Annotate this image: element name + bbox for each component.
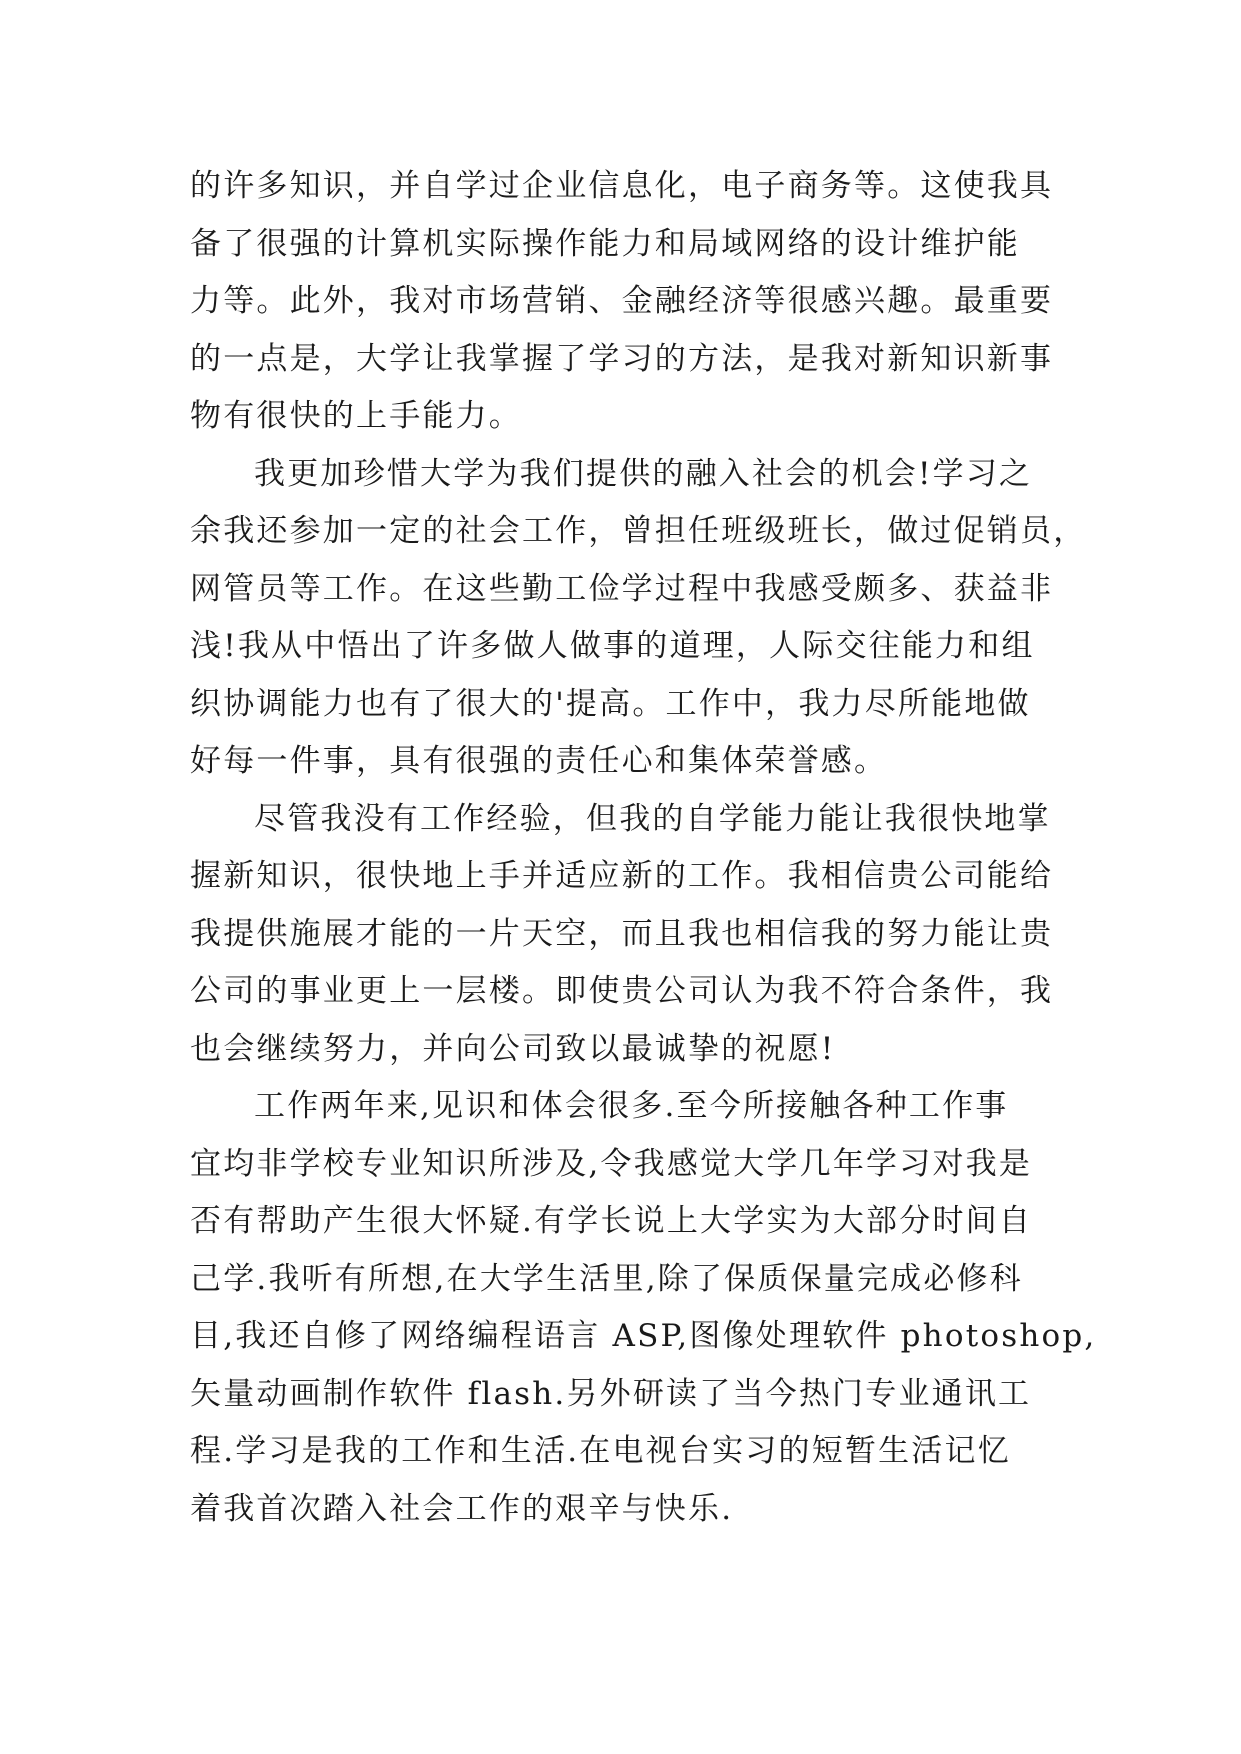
text-line: 浅!我从中悟出了许多做人做事的道理，人际交往能力和组 — [190, 628, 1035, 664]
text-line: 物有很快的上手能力。 — [190, 398, 522, 434]
text-line: 着我首次踏入社会工作的艰辛与快乐. — [190, 1490, 734, 1527]
text-line: 我更加珍惜大学为我们提供的融入社会的机会!学习之 — [254, 455, 1033, 492]
text-line: 目,我还自修了网络编程语言 ASP,图像处理软件 photoshop, — [190, 1318, 1097, 1354]
text-line: 的许多知识，并自学过企业信息化，电子商务等。这使我具 — [190, 168, 1054, 204]
text-line: 尽管我没有工作经验，但我的自学能力能让我很快地掌 — [254, 800, 1051, 837]
text-line: 工作两年来,见识和体会很多.至今所接触各种工作事 — [254, 1088, 1009, 1124]
text-line: 余我还参加一定的社会工作，曾担任班级班长，做过促销员， — [190, 513, 1087, 549]
text-line: 握新知识，很快地上手并适应新的工作。我相信贵公司能给 — [190, 858, 1054, 894]
paragraph-1 — [190, 158, 1054, 446]
text-line: 程.学习是我的工作和生活.在电视台实习的短暂生活记忆 — [190, 1433, 1011, 1469]
paragraph-2 — [190, 446, 1087, 791]
text-line: 宜均非学校专业知识所涉及,令我感觉大学几年学习对我是 — [190, 1145, 1033, 1182]
document-body — [190, 158, 1097, 1538]
text-line: 网管员等工作。在这些勤工俭学过程中我感受颇多、获益非 — [190, 570, 1054, 607]
text-line: 公司的事业更上一层楼。即使贵公司认为我不符合条件，我 — [190, 973, 1054, 1009]
text-line: 也会继续努力，并向公司致以最诚挚的祝愿! — [190, 1030, 836, 1067]
paragraph-4 — [190, 1078, 1097, 1538]
text-line: 备了很强的计算机实际操作能力和局域网络的设计维护能 — [190, 225, 1020, 262]
text-line: 的一点是，大学让我掌握了学习的方法，是我对新知识新事 — [190, 340, 1054, 377]
text-line: 己学.我听有所想,在大学生活里,除了保质保量完成必修科 — [190, 1260, 1023, 1297]
text-line: 力等。此外，我对市场营销、金融经济等很感兴趣。最重要 — [190, 283, 1054, 319]
paragraph-3 — [190, 791, 1054, 1079]
text-line: 否有帮助产生很大怀疑.有学长说上大学实为大部分时间自 — [190, 1203, 1033, 1239]
text-line: 矢量动画制作软件 flash.另外研读了当今热门专业通讯工 — [190, 1375, 1032, 1412]
text-line: 我提供施展才能的一片天空，而且我也相信我的努力能让贵 — [190, 915, 1054, 952]
text-line: 好每一件事，具有很强的责任心和集体荣誉感。 — [190, 743, 888, 779]
text-line: 织协调能力也有了很大的'提高。工作中，我力尽所能地做 — [190, 685, 1031, 722]
